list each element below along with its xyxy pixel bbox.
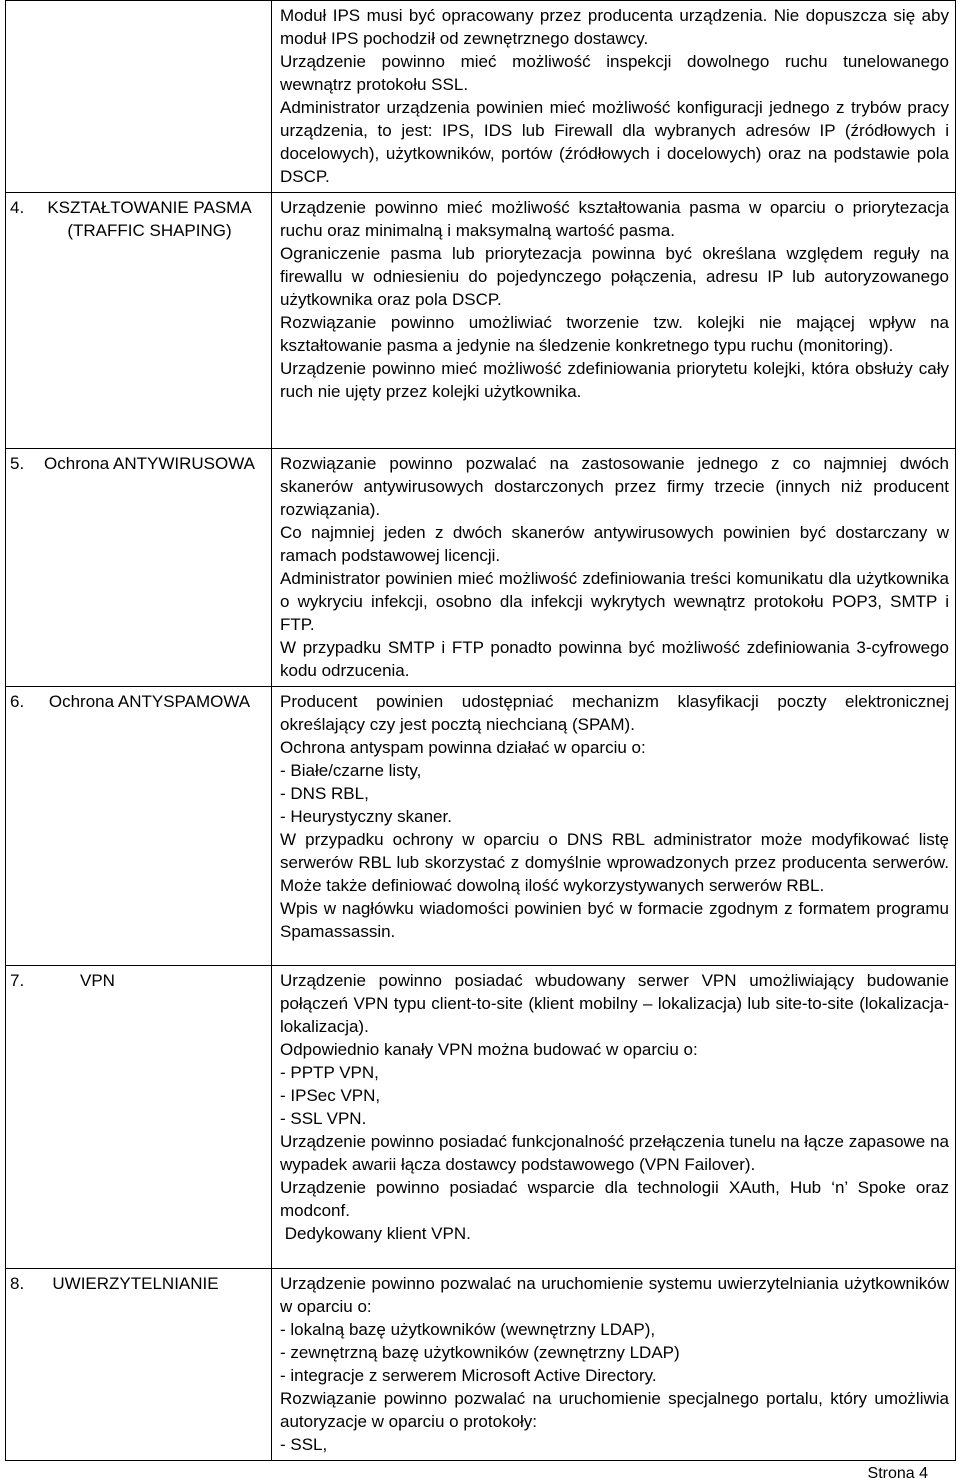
paragraph: Urządzenie powinno mieć możliwość kształtowania pasma w oparciu o priorytezacja ruchu oraz minimalną i maksymalną wartość pasma. <box>280 198 949 240</box>
list-item: - DNS RBL, <box>280 784 369 803</box>
section-number: 4. <box>10 198 25 217</box>
page-number: Strona 4 <box>867 1465 928 1482</box>
paragraph: Ograniczenie pasma lub priorytezacja powinna być określana względem reguły na firewallu w odniesieniu do pojedynczego połączenia, adresu IP lub autoryzowanego użytkownika oraz pola DSCP. <box>280 244 949 309</box>
table-row <box>6 687 956 966</box>
section-title: UWIERZYTELNIANIE <box>52 1274 219 1293</box>
list-item: - integracje z serwerem Microsoft Active Directory. <box>280 1366 657 1385</box>
section-label <box>6 1272 271 1295</box>
list-item: - lokalną bazę użytkowników (wewnętrzny LDAP), <box>280 1320 656 1339</box>
section-title: Ochrona ANTYWIRUSOWA <box>44 454 255 473</box>
table-row <box>6 1 956 193</box>
paragraph: Wpis w nagłówku wiadomości powinien być w formacie zgodnym z formatem programu Spamassassin. <box>280 899 949 941</box>
row-label-cell <box>6 193 272 449</box>
paragraph: Administrator powinien mieć możliwość zdefiniowania treści komunikatu dla użytkownika o wykryciu infekcji, osobno dla infekcji wykrytych wewnątrz protokołu POP3, SMTP i FTP. <box>280 569 949 634</box>
row-label-cell <box>6 449 272 687</box>
section-title: Ochrona ANTYSPAMOWA <box>48 692 251 711</box>
paragraph: Co najmniej jeden z dwóch skanerów antywirusowych powinien być dostarczany w ramach podstawowej licencji. <box>280 523 949 565</box>
paragraph: Odpowiednio kanały VPN można budować w oparciu o: <box>280 1040 698 1059</box>
table-row <box>6 449 956 687</box>
list-item: - SSL, <box>280 1435 328 1454</box>
table-row <box>6 193 956 449</box>
paragraph: W przypadku ochrony w oparciu o DNS RBL administrator może modyfikować listę serwerów RBL lub skorzystać z domyślnie wprowadzonych przez producenta serwerów. Może także definiować dowolną ilość wykorzystywanych serwerów RBL. <box>280 830 949 895</box>
paragraph: Dedykowany klient VPN. <box>280 1224 471 1243</box>
paragraph: Rozwiązanie powinno pozwalać na uruchomienie specjalnego portalu, który umożliwia autoryzacje w oparciu o protokoły: <box>280 1389 949 1431</box>
row-content-cell <box>272 966 956 1269</box>
paragraph: Urządzenie powinno mieć możliwość inspekcji dowolnego ruchu tunelowanego wewnątrz protokołu SSL. <box>280 52 949 94</box>
list-item: - IPSec VPN, <box>280 1086 381 1105</box>
row-content-cell <box>272 687 956 966</box>
section-label <box>6 690 271 713</box>
section-number: 7. <box>10 971 25 990</box>
list-item: - Białe/czarne listy, <box>280 761 422 780</box>
row-content-cell <box>272 1269 956 1461</box>
table-row <box>6 1269 956 1461</box>
paragraph: Urządzenie powinno mieć możliwość zdefiniowania priorytetu kolejki, która obsłuży cały ruch nie ujęty przez kolejki użytkownika. <box>280 359 949 401</box>
list-item: - PPTP VPN, <box>280 1063 379 1082</box>
paragraph: Urządzenie powinno posiadać wsparcie dla technologii XAuth, Hub ‘n’ Spoke oraz modconf. <box>280 1178 949 1220</box>
table-row <box>6 966 956 1269</box>
paragraph: W przypadku SMTP i FTP ponadto powinna być możliwość zdefiniowania 3-cyfrowego kodu odrzucenia. <box>280 638 949 680</box>
paragraph: Ochrona antyspam powinna działać w oparciu o: <box>280 738 646 757</box>
section-title: VPN <box>80 971 115 990</box>
section-number: 8. <box>10 1274 25 1293</box>
specification-table <box>5 0 956 1461</box>
paragraph: Urządzenie powinno pozwalać na uruchomienie systemu uwierzytelniania użytkowników w oparciu o: <box>280 1274 949 1316</box>
list-item: - SSL VPN. <box>280 1109 367 1128</box>
section-title: KSZTAŁTOWANIE PASMA (TRAFFIC SHAPING) <box>47 198 252 240</box>
paragraph: Producent powinien udostępniać mechanizm klasyfikacji poczty elektronicznej określający czy jest pocztą niechcianą (SPAM). <box>280 692 949 734</box>
section-number: 6. <box>10 692 25 711</box>
row-content-cell <box>272 193 956 449</box>
paragraph: Urządzenie powinno posiadać wbudowany serwer VPN umożliwiający budowanie połączeń VPN typu client-to-site (klient mobilny – lokalizacja) lub site-to-site (lokalizacja-lokalizacja). <box>280 971 949 1036</box>
row-label-cell <box>6 687 272 966</box>
paragraph: Administrator urządzenia powinien mieć możliwość konfiguracji jednego z trybów pracy urządzenia, to jest: IPS, IDS lub Firewall dla wybranych adresów IP (źródłowych i docelowych), użytkowników, portów (źródłowych i docelowych) oraz na podstawie pola DSCP. <box>280 98 949 186</box>
row-content-cell <box>272 449 956 687</box>
paragraph: Urządzenie powinno posiadać funkcjonalność przełączenia tunelu na łącze zapasowe na wypadek awarii łącza dostawcy podstawowego (VPN Failover). <box>280 1132 949 1174</box>
row-label-cell <box>6 1 272 193</box>
paragraph: Moduł IPS musi być opracowany przez producenta urządzenia. Nie dopuszcza się aby moduł IPS pochodził od zewnętrznego dostawcy. <box>280 6 949 48</box>
row-label-cell <box>6 966 272 1269</box>
section-label <box>6 196 271 242</box>
row-content-cell <box>272 1 956 193</box>
list-item: - Heurystyczny skaner. <box>280 807 452 826</box>
section-number: 5. <box>10 454 25 473</box>
section-label <box>6 969 271 992</box>
paragraph: Rozwiązanie powinno umożliwiać tworzenie tzw. kolejki nie mającej wpływ na kształtowanie pasma a jedynie na śledzenie konkretnego typu ruchu (monitoring). <box>280 313 949 355</box>
list-item: - zewnętrzną bazę użytkowników (zewnętrzny LDAP) <box>280 1343 680 1362</box>
row-label-cell <box>6 1269 272 1461</box>
section-label <box>6 452 271 475</box>
paragraph: Rozwiązanie powinno pozwalać na zastosowanie jednego z co najmniej dwóch skanerów antywirusowych dostarczonych przez firmy trzecie (innych niż producent rozwiązania). <box>280 454 949 519</box>
